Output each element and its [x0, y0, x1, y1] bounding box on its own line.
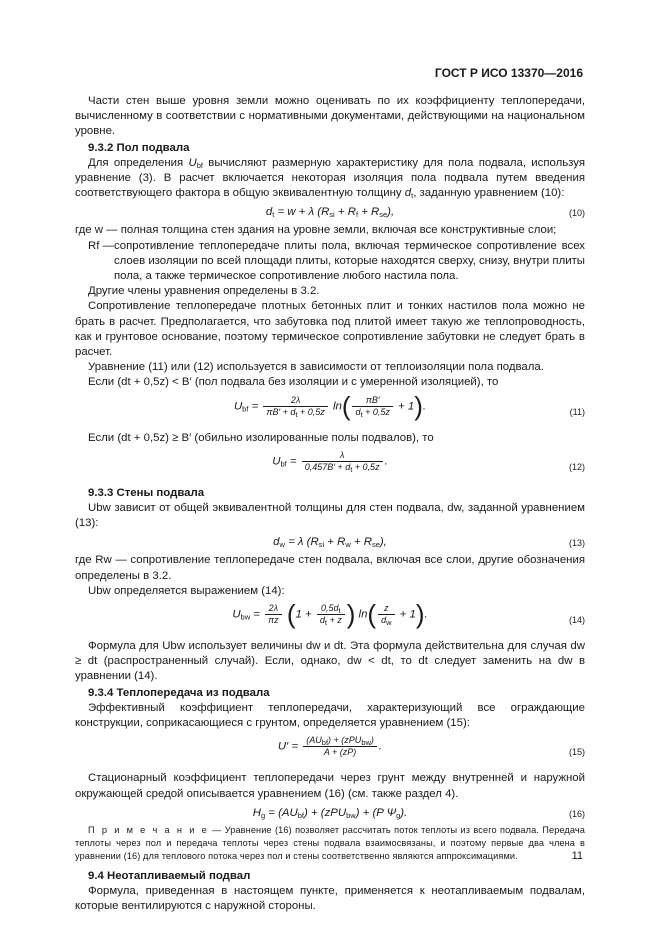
equation-14: $U_{bw}$ = $\frac{2\lambda}{\pi z}$ (1 + $\frac{0,5d_t}{d_t + z}$ ) ln( $\frac{z}{d_w}$ + 1). (14) [232, 598, 585, 629]
equation-number-15: (15) [568, 747, 585, 758]
paragraph-eq-choice: Уравнение (11) или (12) используется в зависимости от теплоизоляции пола подвала. [88, 361, 544, 374]
definition-rw: где Rw — сопротивление теплопередаче стен подвала, включая все слои, другие обозначения определены в 3.2. [75, 554, 585, 582]
paragraph-unheated-basement: Формула, приведенная в настоящем пункте, применяется к неотапливаемым подвалам, которые вентилируются с наружной стороны. [75, 884, 585, 913]
equation-number-12: (12) [568, 461, 585, 472]
page-content [75, 94, 585, 914]
heading-9-3-2: 9.3.2 Пол подвала [88, 141, 190, 154]
paragraph-wall-thickness: Ubw зависит от общей эквивалентной толщины для стен подвала, dw, заданной уравнением (13): [75, 502, 585, 530]
paragraph-effective-coefficient: Эффективный коэффициент теплопередачи, характеризующий все ограждающие конструкции, соприкасающиеся с грунтом, определяется уравнением (15): [75, 701, 585, 730]
equation-12: $U_{bf}$ = $\frac{\lambda}{0,457B' + d_t + 0,5z}$ . (12) [272, 449, 585, 474]
paragraph-floor-intro: Для определения $U_{bf}$ вычисляют размерную характеристику для пола подвала, используя уравнение (3). В расчет включается некоторая изоляция пола подвала путем введения соответствующего фактора в общую эквивалентную толщину $d_t$, заданную уравнением (10): [75, 156, 586, 201]
equation-number-11: (11) [569, 406, 585, 417]
equation-number-13: (13) [568, 538, 585, 549]
document-code-header: ГОСТ Р ИСО 13370—2016 [434, 66, 583, 80]
condition-12: Если (dt + 0,5z) ≥ B′ (обильно изолированные полы подвалов), то [88, 431, 434, 444]
paragraph-slab-resistance: Сопротивление теплопередаче плотных бетонных плит и тонких настилов пола можно не брать в расчет. Предполагается, что забутовка под плитой имеет такую же теплопроводность, как и грунтовое основание, поэтому термическое сопротивление забутовки не следует брать в расчет. [75, 300, 585, 359]
equation-11: $U_{bf}$ = $\frac{2\lambda}{\pi B' + d_t + 0,5z}$ ln( $\frac{\pi B'}{d_t + 0,5z}$ + 1). (11) [233, 390, 585, 421]
condition-11: Если (dt + 0,5z) < B′ (пол подвала без изоляции и с умеренной изоляцией), то [88, 376, 499, 389]
paragraph-eq14-intro: Ubw определяется выражением (14): [88, 584, 285, 597]
equation-10: $d_t = w + \lambda$ $(R_{si} + R_f + R_{se})$, (10) [75, 202, 585, 222]
heading-9-3-4: 9.3.4 Теплопередача из подвала [88, 686, 270, 699]
equation-number-10: (10) [568, 208, 585, 219]
equation-16: $H_g = (AU_{bf}) + (zPU_{bw}) + (P$ $\Psi_g$). (16) [75, 803, 585, 823]
paragraph-validity: Формула для Ubw использует величины dw и dt. Эта формула действительна для случая dw ≥ dt (распространенный случай). Если, однако, dw < dt, то dt следует заменить на dw в уравнении (14). [75, 640, 585, 683]
other-terms-note: Другие члены уравнения определены в 3.2. [88, 285, 320, 298]
paragraph-steady-state: Стационарный коэффициент теплопередачи через грунт между внутренней и наружной окружающей средой описывается уравнением (16) (см. также раздел 4). [75, 772, 585, 800]
equation-15: U′ = $\frac{(AU_{bf}) + (zPU_{bw})}{A + (zP)}$ . (15) [75, 732, 585, 770]
heading-9-3-3: 9.3.3 Стены подвала [88, 486, 205, 499]
note-eq16: П р и м е ч а н и е — Уравнение (16) позволяет рассчитать поток теплоты из всего подвала. Передача теплоты через пол и передача теплоты через стены подвала взаимосвязаны, и поэтому первые два члена в уравнении (16) для теплового потока через пол и стены соответственно являются аппроксимациями. [75, 824, 585, 861]
definition-rf: Rf — сопротивление теплопередаче плиты пола, включая термическое сопротивление всех слоев изоляции по всей площади плиты, которые находятся сверху, снизу, внутри плиты пола, а также термическое сопротивление любого настила пола. [88, 239, 585, 283]
heading-9-4: 9.4 Неотапливаемый подвал [88, 869, 251, 882]
equation-number-14: (14) [568, 615, 585, 626]
equation-number-16: (16) [568, 808, 585, 819]
definition-w: где w — полная толщина стен здания на уровне земли, включая все конструктивные слои; [75, 224, 557, 237]
intro-paragraph: Части стен выше уровня земли можно оценивать по их коэффициенту теплопередачи, вычисленному в соответствии с нормативными документами, действующими на национальном уровне. [75, 95, 585, 138]
page-number: 11 [571, 850, 583, 862]
equation-13: $d_w = \lambda$ $(R_{si} + R_w + R_{se})$, (13) [75, 532, 585, 552]
